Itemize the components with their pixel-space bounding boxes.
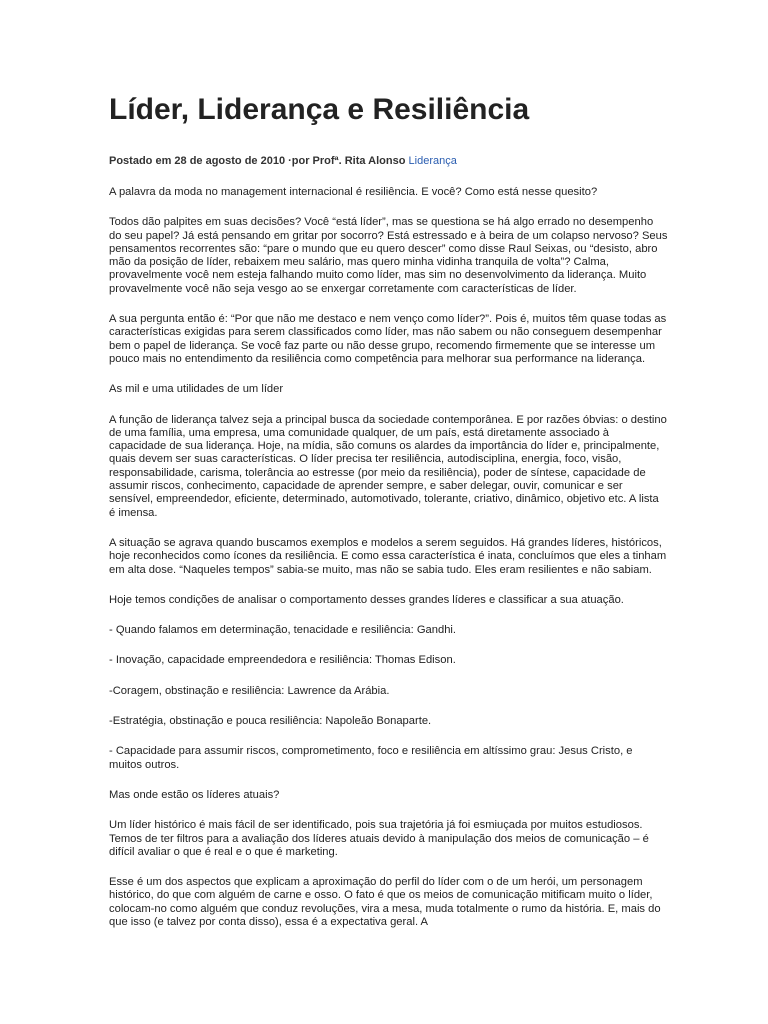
paragraph-6: A situação se agrava quando buscamos exemplos e modelos a serem seguidos. Há grandes líderes, históricos, hoje reconhecidos como ícones da resiliência. E como essa característica é inata, concluímos que eles a tinham em alta dose. “Naqueles tempos” sabia-se muito, mas não se sabia tudo. Eles eram resilientes e não sabiam.: [109, 536, 667, 576]
section-question: Mas onde estão os líderes atuais?: [109, 788, 280, 801]
list-item-lawrence: -Coragem, obstinação e resiliência: Lawrence da Arábia.: [109, 684, 390, 697]
paragraph-7: Hoje temos condições de analisar o comportamento desses grandes líderes e classificar a sua atuação.: [109, 593, 624, 606]
list-item-edison: - Inovação, capacidade empreendedora e resiliência: Thomas Edison.: [109, 654, 456, 667]
list-item-gandhi: - Quando falamos em determinação, tenacidade e resiliência: Gandhi.: [109, 624, 457, 637]
paragraph-15: Esse é um dos aspectos que explicam a aproximação do perfil do líder com o de um herói, um personagem histórico, do que com alguém de carne e osso. O fato é que os meios de comunicação mitificam muito o líder, colocam-no como alguém que conduz revoluções, vira a mesa, muda totalmente o rumo da história. E, mais do que isso (e talvez por conta disso), essa é a expectativa geral. A: [109, 876, 661, 928]
section-heading: As mil e uma utilidades de um líder: [109, 383, 284, 396]
category-link[interactable]: Liderança: [408, 155, 457, 167]
paragraph-14: Um líder histórico é mais fácil de ser identificado, pois sua trajetória já foi esmiuçada por muitos estudiosos. Temos de ter filtros para a avaliação dos líderes atuais devido à manipulação dos meios de comunicação – é difícil avaliar o que é real e o que é marketing.: [109, 819, 649, 858]
list-item-napoleao: -Estratégia, obstinação e pouca resiliência: Napoleão Bonaparte.: [109, 715, 432, 728]
post-meta: [109, 154, 668, 168]
paragraph-5: A função de liderança talvez seja a principal busca da sociedade contemporânea. E por razões óbvias: o destino de uma família, uma empresa, uma comunidade qualquer, de um país, está diretamente associado à capacidade de sua liderança. Hoje, na mídia, são comuns os alardes da importância do líder e, principalmente, quais devem ser suas características. O líder precisa ter resiliência, autodisciplina, energia, foco, visão, responsabilidade, carisma, tolerância ao estresse (por meio da resiliência), poder de síntese, capacidade de assumir riscos, conhecimento, capacidade de aprender sempre, e saber delegar, ouvir, comunicar e ser sensível, empreendedor, eficiente, determinado, automotivado, tolerante, criativo, dinâmico, objetivo etc. A lista é imensa.: [109, 413, 667, 519]
paragraph-1: A palavra da moda no management internacional é resiliência. E você? Como está nesse quesito?: [109, 186, 598, 198]
article-title: Líder, Liderança e Resiliência: [109, 93, 530, 126]
list-item-jesus: - Capacidade para assumir riscos, comprometimento, foco e resiliência em altíssimo grau: Jesus Cristo, e muitos outros.: [109, 745, 633, 771]
post-date-author: Postado em 28 de agosto de 2010 ·por Profª. Rita Alonso: [109, 155, 409, 167]
paragraph-3: A sua pergunta então é: “Por que não me destaco e nem venço como líder?”. Pois é, muitos têm quase todas as características exigidas para serem classificados como líder, mas não sabem ou não conseguem desempenhar bem o papel de liderança. Se você faz parte ou não desse grupo, recomendo firmemente que se interesse um pouco mais no entendimento da resiliência como competência para melhorar sua performance na liderança.: [109, 313, 667, 365]
paragraph-2: Todos dão palpites em suas decisões? Você “está líder”, mas se questiona se há algo errado no desempenho do seu papel? Já está pensando em gritar por socorro? Está estressado e à beira de um colapso nervoso? Seus pensamentos recorrentes são: “pare o mundo que eu quero descer” como disse Raul Seixas, ou “desisto, abro mão da posição de líder, rebaixem meu salário, mas quero minha vidinha tranquila de volta”? Calma, provavelmente você nem esteja falhando muito como líder, mas sim no desenvolvimento da liderança. Muito provavelmente você não seja vesgo ao se enxergar corretamente com características de líder.: [109, 216, 668, 295]
